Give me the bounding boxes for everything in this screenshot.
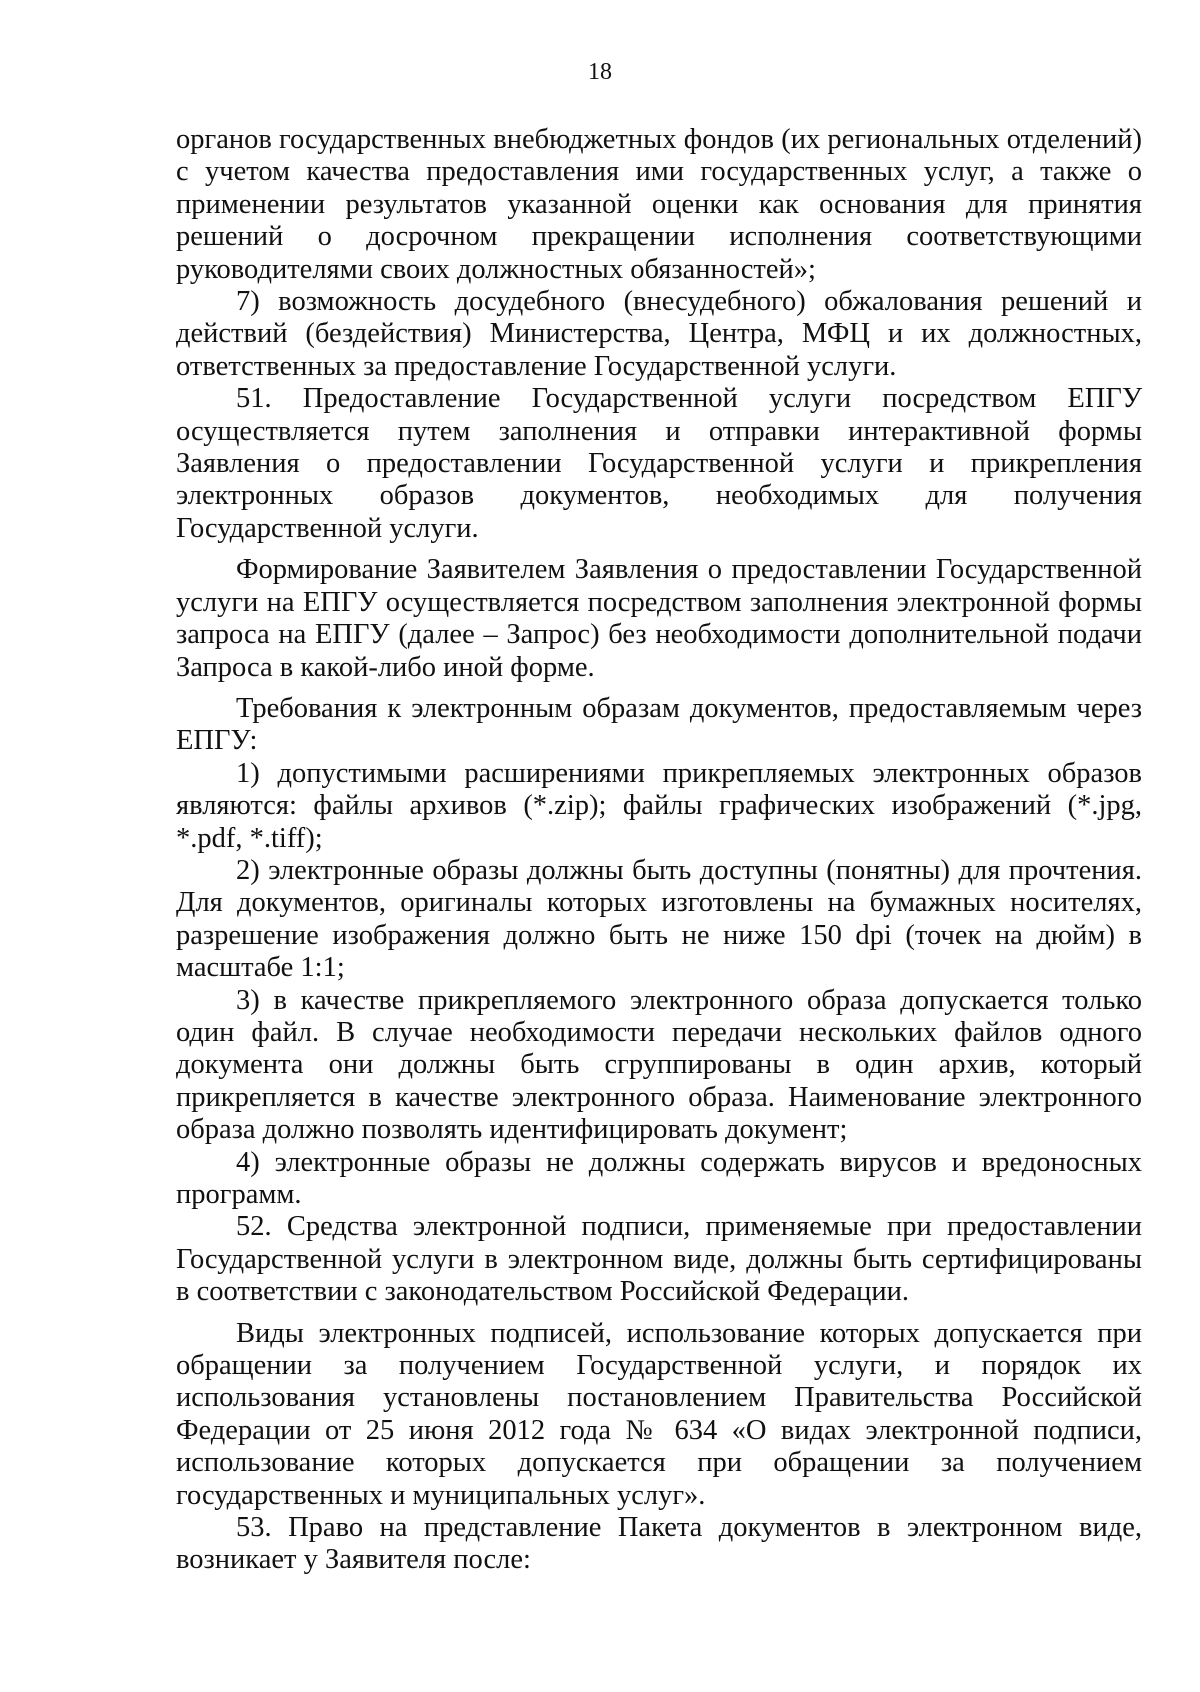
paragraph-51: 51. Предоставление Государственной услуги посредством ЕПГУ осуществляется путем заполнения и отправки интерактивной формы Заявления о предоставлении Государственной услуги и прикрепления электронных образов документов, необходимых для получения Государственной услуги. <box>176 383 1142 544</box>
paragraph-requirement-2: 2) электронные образы должны быть доступны (понятны) для прочтения. Для документов, оригиналы которых изготовлены на бумажных носителях, разрешение изображения должно быть не ниже 150 dpi (точек на дюйм) в масштабе 1:1; <box>176 854 1142 984</box>
document-body <box>176 124 1142 1577</box>
paragraph-continuation: органов государственных внебюджетных фондов (их региональных отделений) с учетом качества предоставления ими государственных услуг, а также о применении результатов указанной оценки как основания для принятия решений о досрочном прекращении исполнения соответствующими руководителями своих должностных обязанностей»; <box>176 124 1142 285</box>
paragraph-requirement-4: 4) электронные образы не должны содержать вирусов и вредоносных программ. <box>176 1146 1142 1210</box>
paragraph-request-formation: Формирование Заявителем Заявления о предоставлении Государственной услуги на ЕПГУ осуществляется посредством заполнения электронной формы запроса на ЕПГУ (далее – Запрос) без необходимости дополнительной подачи Запроса в какой-либо иной форме. <box>176 554 1142 683</box>
paragraph-image-requirements: Требования к электронным образам документов, предоставляемым через ЕПГУ: <box>176 692 1142 757</box>
paragraph-requirement-1: 1) допустимыми расширениями прикрепляемых электронных образов являются: файлы архивов (*.zip); файлы графических изображений (*.jpg, *.pdf, *.tiff); <box>176 757 1142 854</box>
paragraph-item-7: 7) возможность досудебного (внесудебного) обжалования решений и действий (бездействия) Министерства, Центра, МФЦ и их должностных, ответственных за предоставление Государственной услуги. <box>176 286 1142 382</box>
paragraph-signature-types: Виды электронных подписей, использование которых допускается при обращении за получением Государственной услуги, и порядок их использования установлены постановлением Правительства Российской Федерации от 25 июня 2012 года № 634 «О видах электронной подписи, использование которых допускается при обращении за получением государственных и муниципальных услуг». <box>176 1317 1142 1511</box>
paragraph-requirement-3: 3) в качестве прикрепляемого электронного образа допускается только один файл. В случае необходимости передачи нескольких файлов одного документа они должны быть сгруппированы в один архив, который прикрепляется в качестве электронного образа. Наименование электронного образа должно позволять идентифицировать документ; <box>176 984 1142 1146</box>
paragraph-52: 52. Средства электронной подписи, применяемые при предоставлении Государственной услуги в электронном виде, должны быть сертифицированы в соответствии с законодательством Российской Федерации. <box>176 1211 1142 1308</box>
page-number: 18 <box>588 59 612 85</box>
paragraph-53: 53. Право на представление Пакета документов в электронном виде, возникает у Заявителя после: <box>176 1512 1142 1576</box>
